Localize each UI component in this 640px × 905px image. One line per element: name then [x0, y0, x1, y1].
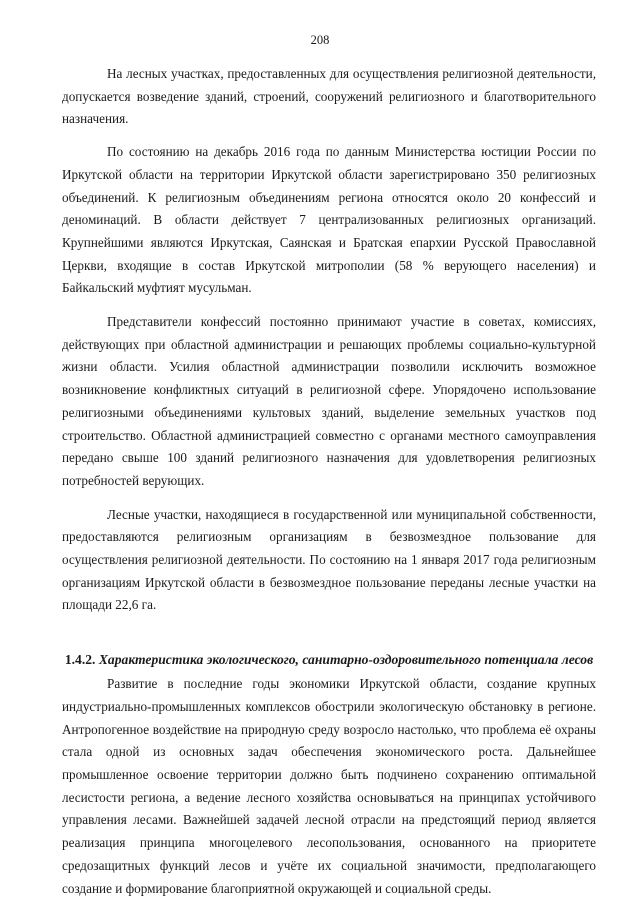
section-title: Характеристика экологического, санитарно-оздоровительного потенциала лесов	[98, 652, 594, 668]
paragraph-religious-construction: На лесных участках, предоставленных для осуществления религиозной деятельности, допускается возведение зданий, строений, сооружений религиозного и благотворительного назначения.	[62, 66, 596, 127]
paragraph-confessions-participation: Представители конфессий постоянно принимают участие в советах, комиссиях, действующих при областной администрации и решающих проблемы социально-культурной жизни области. Усилия областной администрации позволили исключить возможное возникновение конфликтных ситуаций в религиозной сфере. Упорядочено использование религиозными объединениями культовых зданий, выделение земельных участков под строительство. Областной администрацией совместно с органами местного самоуправления передано свыше 100 зданий религиозного назначения для удовлетворения религиозных потребностей верующих.	[62, 314, 596, 488]
paragraph-ecological-potential: Развитие в последние годы экономики Иркутской области, создание крупных индустриально-промышленных комплексов обострили экологическую обстановку в регионе. Антропогенное воздействие на природную среду возросло настолько, что проблема её охраны стала одной из основных задач обеспечения экономического роста. Дальнейшее промышленное освоение территории должно быть подчинено сохранению оптимальной лесистости региона, а ведение лесного хозяйства основываться на принципах устойчивого управления лесами. Важнейшей задачей лесной отрасли на предстоящий период является реализация принципа многоцелевого лесопользования, основанного на приоритете средозащитных функций лесов и учёте их социальной значимости, предполагающего создание и формирование благоприятной окружающей и социальной среды.	[62, 676, 596, 896]
section-heading	[62, 651, 596, 669]
paragraph-forest-plots-free-use: Лесные участки, находящиеся в государственной или муниципальной собственности, предоставляются религиозным организациям в безвозмездное пользование для осуществления религиозной деятельности. По состоянию на 1 января 2017 года религиозным организациям Иркутской области в безвозмездное пользование переданы лесные участки на площади 22,6 га.	[62, 506, 596, 613]
page-number: 208	[310, 33, 330, 47]
section-number: 1.4.2.	[64, 652, 96, 668]
page-content	[62, 63, 596, 900]
paragraph-religious-associations: По состоянию на декабрь 2016 года по данным Министерства юстиции России по Иркутской области на территории Иркутской области зарегистрировано 350 религиозных объединений. К религиозным объединениям региона относятся около 20 конфессий и деноминаций. В области действует 7 централизованных религиозных организаций. Крупнейшими являются Иркутская, Саянская и Братская епархии Русской Православной Церкви, входящие в состав Иркутской митрополии (58 % верующего населения) и Байкальский муфтият мусульман.	[62, 144, 596, 296]
